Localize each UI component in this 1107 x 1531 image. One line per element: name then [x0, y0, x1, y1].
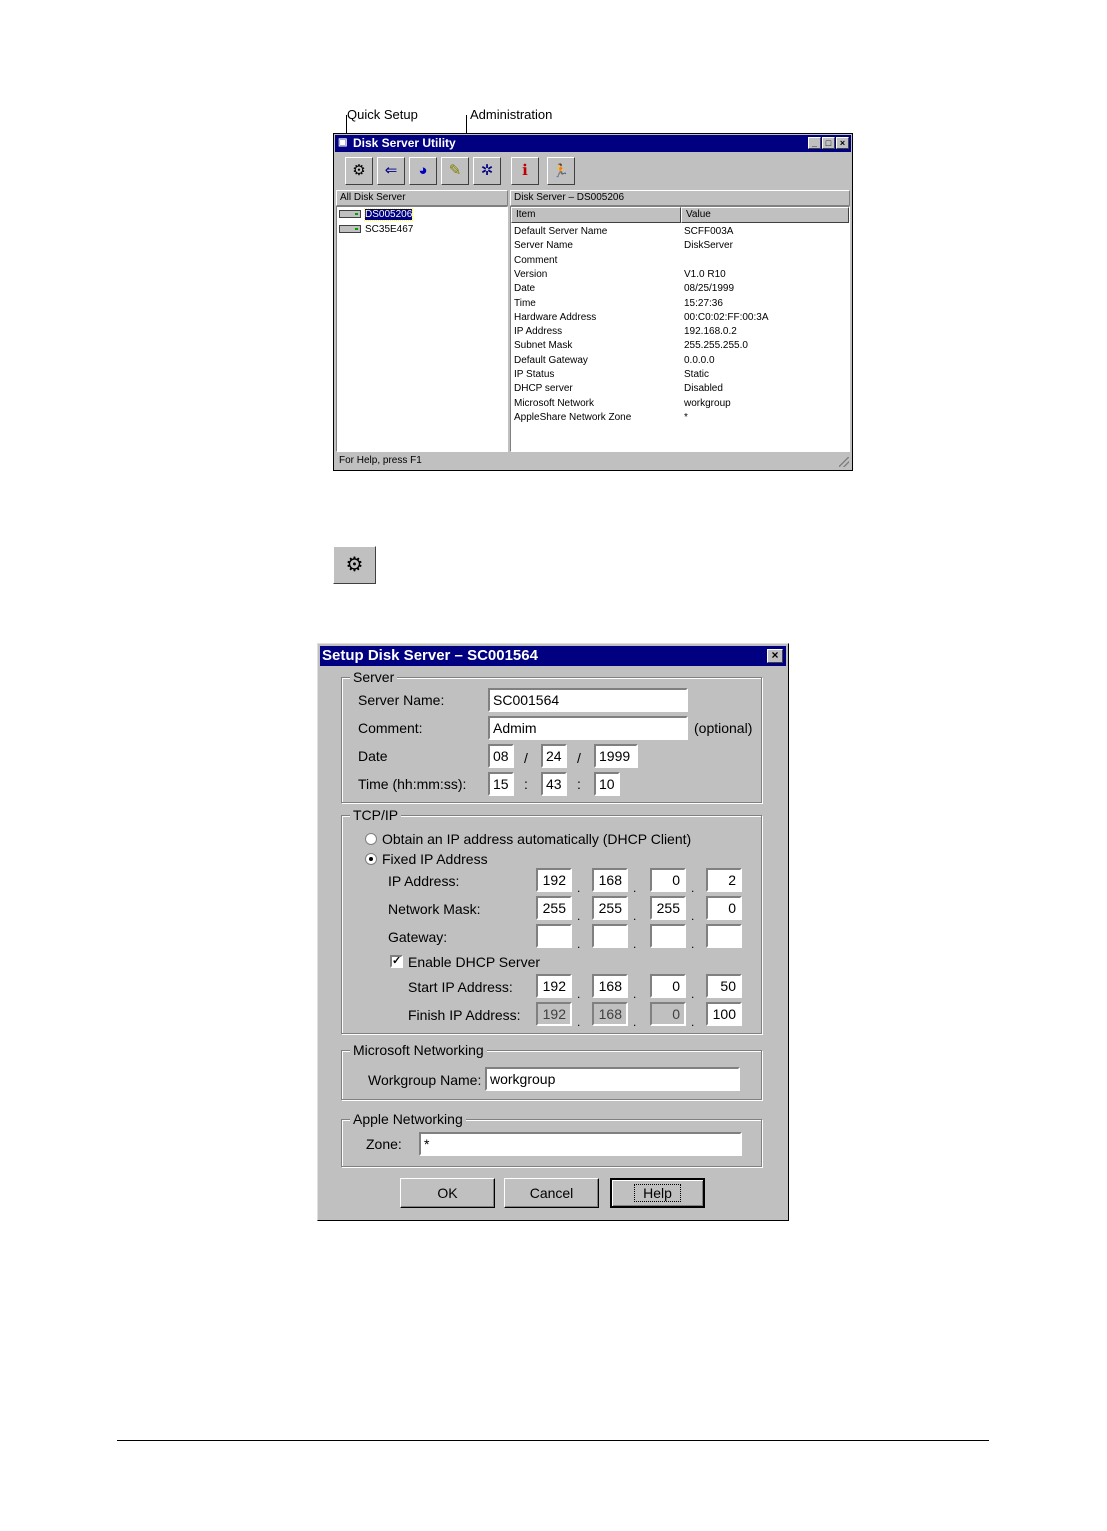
octet-separator: .: [691, 881, 695, 895]
microsoft-networking-group: [341, 1042, 762, 1100]
setup-disk-server-dialog: [317, 643, 789, 1221]
time-seconds-field[interactable]: 10: [594, 772, 620, 796]
octet-separator: .: [633, 987, 637, 1001]
date-separator: /: [524, 750, 528, 766]
detail-value: 08/25/1999: [684, 283, 735, 295]
detail-item: IP Address: [514, 326, 563, 338]
detail-item: Hardware Address: [514, 311, 597, 323]
close-button[interactable]: ×: [836, 137, 849, 149]
detail-row: [514, 254, 557, 268]
cancel-button-label: Cancel: [529, 1185, 574, 1201]
ip-address-octet-2[interactable]: 168: [592, 868, 628, 892]
dialog-close-button[interactable]: ×: [767, 649, 783, 663]
gateway-octet-4[interactable]: [706, 924, 742, 948]
network-mask-octet-3[interactable]: 255: [650, 896, 686, 920]
server-detail-pane: [510, 206, 850, 452]
gateway-octet-2[interactable]: [592, 924, 628, 948]
disk-server-detail-header: Disk Server – DS005206: [510, 190, 850, 206]
workgroup-name-field[interactable]: workgroup: [485, 1067, 740, 1091]
optional-hint: (optional): [694, 720, 753, 736]
maximize-button[interactable]: □: [822, 137, 835, 149]
detail-value: 255.255.255.0: [684, 340, 748, 352]
ip-address-octet-4[interactable]: 2: [706, 868, 742, 892]
detail-value: 15:27:36: [684, 297, 723, 309]
detail-item: Date: [514, 283, 536, 295]
ok-button[interactable]: [400, 1178, 495, 1208]
detail-value: 00:C0:02:FF:00:3A: [684, 311, 769, 323]
exit-button[interactable]: [547, 157, 575, 185]
star-config-button[interactable]: [473, 157, 501, 185]
help-button[interactable]: [610, 1178, 705, 1208]
detail-value: 0.0.0.0: [684, 354, 715, 366]
octet-separator: .: [633, 881, 637, 895]
all-disk-server-header: All Disk Server: [336, 190, 508, 206]
detail-item: IP Status: [514, 369, 555, 380]
enable-dhcp-label[interactable]: Enable DHCP Server: [408, 954, 541, 970]
detail-item: Default Server Name: [514, 226, 608, 237]
detail-row: [514, 382, 723, 396]
octet-separator: .: [633, 1015, 637, 1029]
back-arrow-icon: ⇐: [384, 162, 398, 179]
detail-row: [514, 397, 731, 411]
detail-value: Disabled: [684, 383, 723, 395]
server-group-label: Server: [350, 669, 397, 685]
network-disk-button[interactable]: [409, 157, 437, 185]
enable-dhcp-checkbox[interactable]: ✓: [392, 955, 402, 967]
tree-item-label: SC35E467: [365, 224, 414, 235]
utility-title: Disk Server Utility: [353, 136, 456, 150]
server-name-field[interactable]: SC001564: [488, 688, 688, 712]
comment-label: Comment:: [358, 720, 423, 736]
fixed-ip-radio[interactable]: [365, 853, 377, 865]
detail-item: Version: [514, 268, 548, 280]
status-text: For Help, press F1: [339, 455, 422, 466]
detail-value: workgroup: [684, 397, 731, 409]
date-year-field[interactable]: 1999: [594, 744, 638, 768]
gateway-octet-1[interactable]: [536, 924, 572, 948]
detail-value: SCFF003A: [684, 226, 734, 237]
column-header-value[interactable]: Value: [681, 207, 849, 223]
date-separator: /: [577, 750, 581, 766]
exit-running-man-icon: 🏃: [552, 163, 570, 178]
help-button-label: Help: [635, 1185, 680, 1201]
detail-row: [514, 354, 715, 368]
detail-value: DiskServer: [684, 240, 733, 252]
app-system-icon[interactable]: ▣: [338, 137, 348, 148]
administration-button[interactable]: [441, 157, 469, 185]
octet-separator: .: [691, 1015, 695, 1029]
workgroup-name-label: Workgroup Name:: [368, 1072, 482, 1088]
detail-row: [514, 339, 748, 353]
detail-row: [514, 282, 735, 296]
server-name-label: Server Name:: [358, 692, 445, 708]
octet-separator: .: [691, 909, 695, 923]
date-label: Date: [358, 748, 388, 764]
finish-ip-octet-1: 192: [536, 1002, 572, 1026]
disk-drive-icon: [339, 210, 361, 218]
page-footer-rule: [117, 1440, 989, 1441]
octet-separator: .: [577, 909, 581, 923]
utility-titlebar: [335, 135, 851, 152]
server-group: [341, 669, 762, 803]
tree-item-server[interactable]: [339, 224, 413, 236]
cancel-button[interactable]: [504, 1178, 599, 1208]
apple-networking-group: [341, 1111, 762, 1167]
zone-field[interactable]: *: [419, 1132, 742, 1156]
ok-button-label: OK: [437, 1185, 458, 1201]
detail-value: Static: [684, 369, 710, 380]
tcpip-group: [341, 807, 762, 1034]
network-mask-label: Network Mask:: [388, 901, 481, 917]
detail-row: [514, 225, 734, 239]
detail-row: [514, 368, 710, 382]
detail-item: Default Gateway: [514, 354, 588, 366]
disk-server-utility-window: [333, 133, 853, 471]
octet-separator: .: [577, 937, 581, 951]
network-disk-icon: ◕: [418, 162, 428, 179]
minimize-button[interactable]: _: [808, 137, 821, 149]
start-ip-octet-1[interactable]: 192: [536, 974, 572, 998]
octet-separator: .: [577, 1015, 581, 1029]
dhcp-client-label[interactable]: Obtain an IP address automatically (DHCP Client): [382, 831, 692, 847]
detail-value: V1.0 R10: [684, 268, 726, 280]
apple-networking-label: Apple Networking: [350, 1111, 466, 1127]
quick-setup-button[interactable]: [345, 157, 373, 185]
detail-row: [514, 239, 733, 253]
ip-address-octet-1[interactable]: 192: [536, 868, 572, 892]
time-minutes-field[interactable]: 43: [541, 772, 567, 796]
detail-item: Microsoft Network: [514, 397, 595, 409]
callout-administration: Administration: [470, 107, 553, 122]
detail-value: 192.168.0.2: [684, 326, 737, 338]
detail-row: [514, 325, 737, 339]
start-ip-label: Start IP Address:: [408, 979, 513, 995]
detail-item: Subnet Mask: [514, 340, 573, 352]
tree-item-label: DS005206: [365, 209, 413, 220]
detail-row: [514, 297, 723, 311]
finish-ip-label: Finish IP Address:: [408, 1007, 521, 1023]
octet-separator: .: [691, 937, 695, 951]
detail-item: DHCP server: [514, 383, 573, 395]
time-separator: :: [524, 776, 528, 792]
date-month-field[interactable]: 08: [488, 744, 514, 768]
fixed-ip-label[interactable]: Fixed IP Address: [382, 851, 488, 867]
octet-separator: .: [633, 937, 637, 951]
network-mask-octet-4[interactable]: 0: [706, 896, 742, 920]
dhcp-client-radio[interactable]: [365, 833, 377, 845]
detail-item: Server Name: [514, 240, 573, 252]
octet-separator: .: [633, 909, 637, 923]
back-button[interactable]: [377, 157, 405, 185]
tcpip-group-label: TCP/IP: [350, 807, 401, 823]
gateway-label: Gateway:: [388, 929, 448, 945]
date-day-field[interactable]: 24: [541, 744, 567, 768]
comment-field[interactable]: Admim: [488, 716, 688, 740]
zone-label: Zone:: [366, 1136, 402, 1152]
detail-item: AppleShare Network Zone: [514, 411, 632, 423]
octet-separator: .: [577, 987, 581, 1001]
administration-icon: ✎: [448, 162, 462, 179]
finish-ip-octet-3: 0: [650, 1002, 686, 1026]
status-bar: [335, 453, 851, 469]
time-label: Time (hh:mm:ss):: [358, 776, 467, 792]
network-mask-octet-2[interactable]: 255: [592, 896, 628, 920]
octet-separator: .: [691, 987, 695, 1001]
microsoft-networking-label: Microsoft Networking: [350, 1042, 487, 1058]
about-info-icon: ℹ: [522, 162, 528, 179]
finish-ip-octet-4[interactable]: 100: [706, 1002, 742, 1026]
detail-row: [514, 268, 726, 282]
time-hours-field[interactable]: 15: [488, 772, 514, 796]
callout-quick-setup: Quick Setup: [347, 107, 418, 122]
dialog-title: Setup Disk Server – SC001564: [322, 647, 538, 664]
server-tree-pane[interactable]: [336, 206, 508, 452]
quick-setup-icon: ⚙: [345, 554, 364, 576]
octet-separator: .: [577, 881, 581, 895]
star-config-icon: ✲: [480, 162, 494, 179]
detail-item: Comment: [514, 254, 558, 266]
about-button[interactable]: [511, 157, 539, 185]
column-header-item[interactable]: Item: [511, 207, 681, 223]
network-mask-octet-1[interactable]: 255: [536, 896, 572, 920]
start-ip-octet-2[interactable]: 168: [592, 974, 628, 998]
detail-row: [514, 311, 769, 325]
quick-setup-large-icon: [333, 546, 376, 584]
gateway-octet-3[interactable]: [650, 924, 686, 948]
finish-ip-octet-2: 168: [592, 1002, 628, 1026]
detail-row: [514, 411, 688, 425]
quick-setup-icon: ⚙: [352, 162, 366, 179]
utility-toolbar: [335, 154, 851, 188]
time-separator: :: [577, 776, 581, 792]
detail-item: Time: [514, 297, 536, 309]
detail-value: *: [684, 411, 688, 423]
resize-grip-icon[interactable]: [839, 457, 849, 467]
ip-address-octet-3[interactable]: 0: [650, 868, 686, 892]
ip-address-label: IP Address:: [388, 873, 460, 889]
start-ip-octet-3[interactable]: 0: [650, 974, 686, 998]
tree-item-server[interactable]: [339, 209, 412, 221]
disk-drive-icon: [339, 225, 361, 233]
start-ip-octet-4[interactable]: 50: [706, 974, 742, 998]
dialog-titlebar: [320, 646, 786, 666]
